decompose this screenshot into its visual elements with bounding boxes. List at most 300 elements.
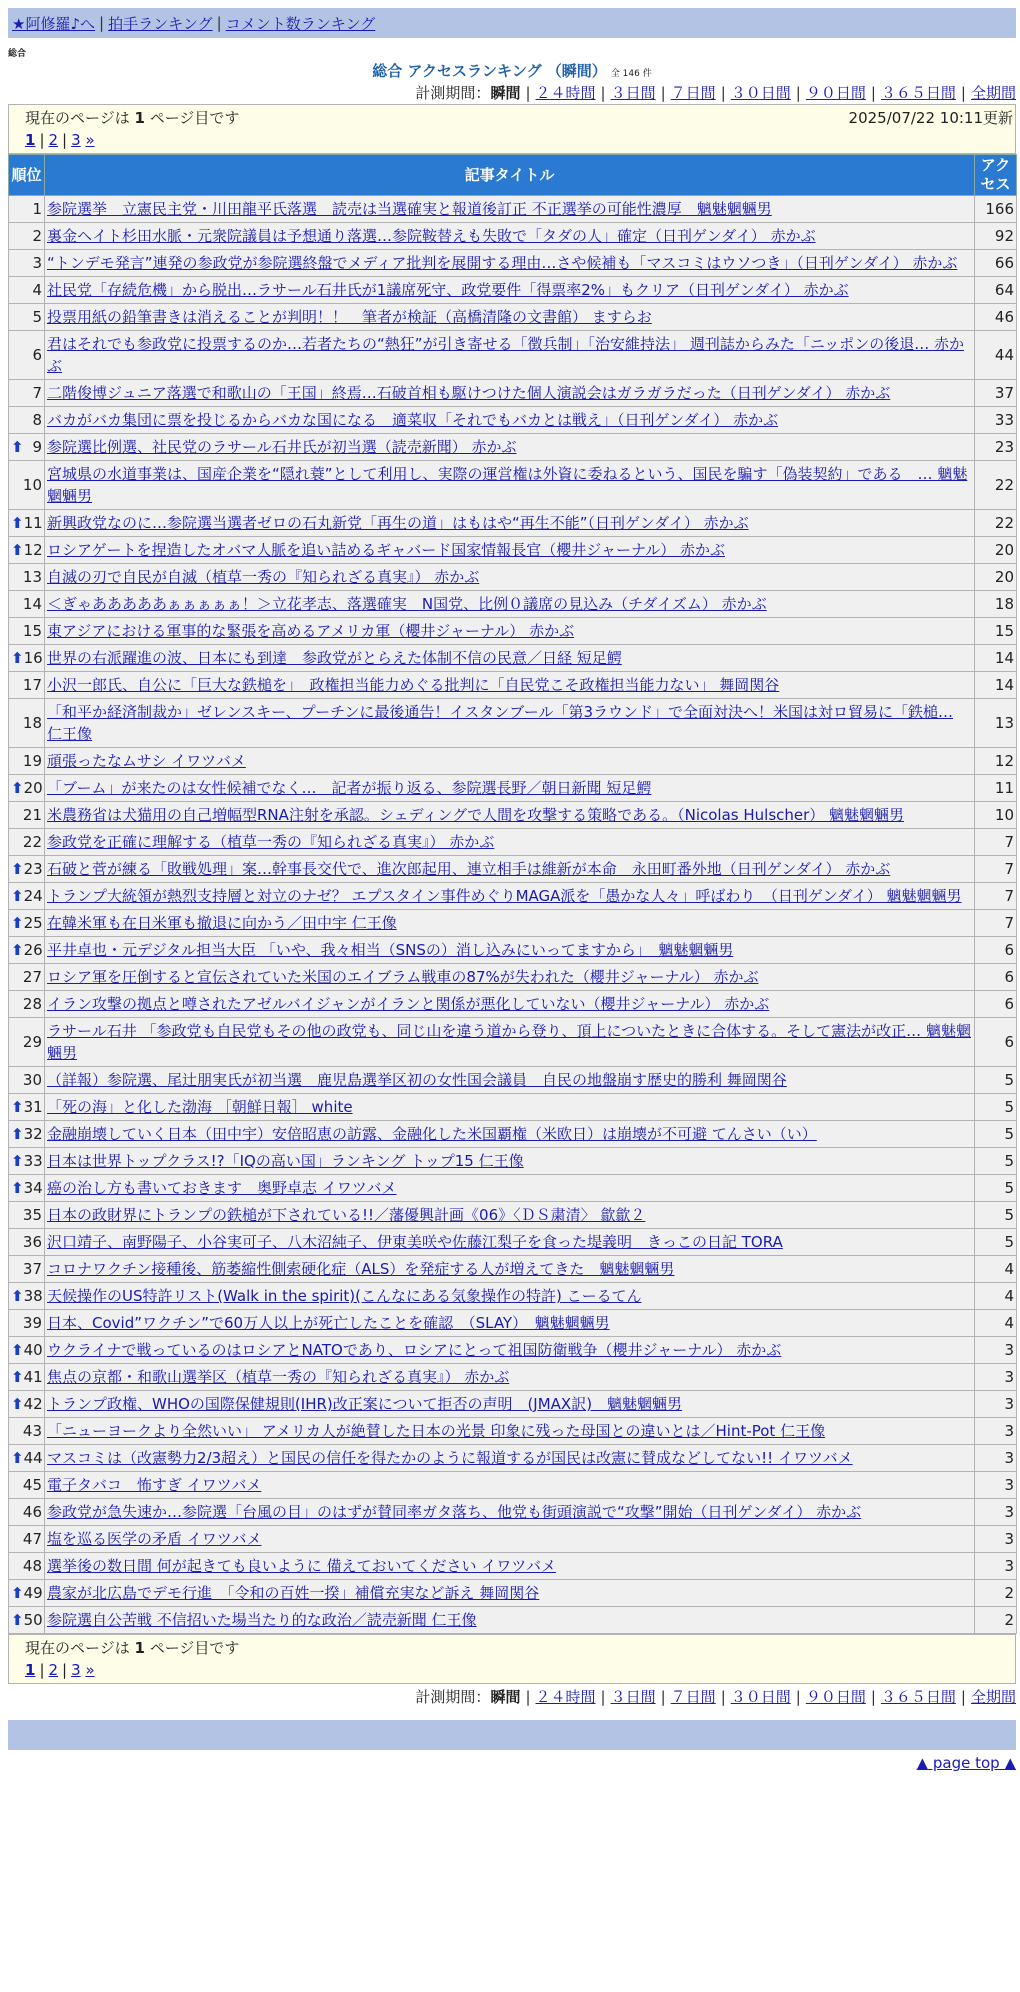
period-separator: | <box>795 84 801 102</box>
title-cell <box>45 1499 975 1526</box>
table-row <box>9 380 1017 407</box>
period-separator: | <box>720 1688 726 1706</box>
title-cell <box>45 1310 975 1337</box>
nav-link[interactable]: コメント数ランキング <box>225 14 376 33</box>
access-cell: 3 <box>975 1337 1017 1364</box>
rank-number: 42 <box>23 1395 43 1413</box>
table-row <box>9 699 1017 748</box>
access-cell: 46 <box>975 304 1017 331</box>
title-cell <box>45 1607 975 1634</box>
table-row <box>9 1229 1017 1256</box>
article-link[interactable]: 「和平か経済制裁か」ゼレンスキー、プーチンに最後通告！イスタンブール「第3ラウンド」で全面対決へ！米国は対ロ貿易に「鉄槌… 仁王像 <box>47 703 954 743</box>
table-row <box>9 910 1017 937</box>
article-link[interactable]: 電子タバコ 怖すぎ イワツバメ <box>47 1476 262 1494</box>
article-link[interactable]: 東アジアにおける軍事的な緊張を高めるアメリカ軍（櫻井ジャーナル） 赤かぶ <box>47 622 575 640</box>
access-cell: 3 <box>975 1418 1017 1445</box>
period-link[interactable]: ３日間 <box>610 84 656 102</box>
title-cell <box>45 1256 975 1283</box>
access-cell: 2 <box>975 1580 1017 1607</box>
table-row <box>9 1256 1017 1283</box>
access-cell: 92 <box>975 223 1017 250</box>
article-link[interactable]: 社民党「存続危機」から脱出…ラサール石井氏が1議席死守、政党要件「得票率2%」もクリア（日刊ゲンダイ） 赤かぶ <box>47 281 849 299</box>
title-cell <box>45 748 975 775</box>
period-separator: | <box>660 84 666 102</box>
rank-cell <box>9 1526 45 1553</box>
access-cell: 66 <box>975 250 1017 277</box>
article-link[interactable]: 日本、Covid”ワクチン”で60万人以上が死亡したことを確認 （SLAY） 魑魅魍魎男 <box>47 1314 610 1332</box>
rank-up-arrow-icon: ⬆ <box>11 860 24 878</box>
article-link[interactable]: 参政党を正確に理解する（植草一秀の『知られざる真実』） 赤かぶ <box>47 833 495 851</box>
access-cell: 3 <box>975 1499 1017 1526</box>
article-link[interactable]: 選挙後の数日間 何が起きても良いように 備えておいてください イワツバメ <box>47 1557 557 1575</box>
header-title: 記事タイトル <box>45 155 975 196</box>
rank-number: 8 <box>32 411 42 429</box>
rank-cell <box>9 910 45 937</box>
rank-cell <box>9 699 45 748</box>
rank-number: 4 <box>32 281 42 299</box>
rank-number: 10 <box>22 476 42 494</box>
rank-cell <box>9 1391 45 1418</box>
period-link[interactable]: ３０日間 <box>730 1688 791 1706</box>
title-cell <box>45 196 975 223</box>
title-cell <box>45 1148 975 1175</box>
title-cell <box>45 1364 975 1391</box>
period-link[interactable]: ９０日間 <box>805 84 866 102</box>
title-cell <box>45 510 975 537</box>
rank-cell <box>9 1256 45 1283</box>
rank-number: 46 <box>22 1503 42 1521</box>
article-link[interactable]: 癌の治し方も書いておきます 奥野卓志 イワツバメ <box>47 1179 397 1197</box>
bottom-bar <box>8 1720 1016 1750</box>
title-cell <box>45 964 975 991</box>
table-row <box>9 1553 1017 1580</box>
access-cell: 5 <box>975 1148 1017 1175</box>
article-link[interactable]: 天候操作のUS特許リスト(Walk in the spirit)(こんなにある気象操作の特許) こーるてん <box>47 1287 642 1305</box>
title-cell <box>45 591 975 618</box>
article-link[interactable]: ＜ぎゃあああああぁぁぁぁぁ！＞立花孝志、落選確実 N国党、比例０議席の見込み（チダイズム） 赤かぶ <box>47 595 767 613</box>
table-row <box>9 1499 1017 1526</box>
access-cell: 22 <box>975 461 1017 510</box>
article-link[interactable]: 「ニューヨークより全然いい」 アメリカ人が絶賛した日本の光景 印象に残った母国との違いとは／Hint-Pot 仁王像 <box>47 1422 826 1440</box>
header-access: アクセス <box>975 155 1017 196</box>
title-cell <box>45 1418 975 1445</box>
pager-current-page[interactable]: 1 <box>25 1661 36 1679</box>
period-separator: | <box>795 1688 801 1706</box>
rank-number: 14 <box>22 595 42 613</box>
article-link[interactable]: ウクライナで戦っているのはロシアとNATOであり、ロシアにとって祖国防衛戦争（櫻井ジャーナル） 赤かぶ <box>47 1341 782 1359</box>
title-cell <box>45 461 975 510</box>
article-link[interactable]: 投票用紙の鉛筆書きは消えることが判明！！ 筆者が検証（高橋清隆の文書館） ますらお <box>47 308 652 326</box>
rank-cell <box>9 829 45 856</box>
rank-number: 31 <box>23 1098 43 1116</box>
title-cell <box>45 407 975 434</box>
article-link[interactable]: 参院選挙 立憲民主党・川田龍平氏落選 読売は当選確実と報道後訂正 不正選挙の可能性濃厚 魑魅魍魎男 <box>47 200 772 218</box>
article-link[interactable]: 新興政党なのに…参院選当選者ゼロの石丸新党「再生の道」はもはや“再生不能”（日刊ゲンダイ） 赤かぶ <box>47 514 749 532</box>
access-cell: 3 <box>975 1391 1017 1418</box>
access-cell: 4 <box>975 1256 1017 1283</box>
rank-cell <box>9 250 45 277</box>
title-cell <box>45 1121 975 1148</box>
rank-number: 37 <box>22 1260 42 1278</box>
article-link[interactable]: 君はそれでも参政党に投票するのか…若者たちの“熱狂”が引き寄せる「徴兵制」「治安維持法」 週刊誌からみた「ニッポンの後退… 赤かぶ <box>47 335 964 375</box>
access-cell: 3 <box>975 1553 1017 1580</box>
rank-cell <box>9 1067 45 1094</box>
title-cell <box>45 331 975 380</box>
rank-up-arrow-icon: ⬆ <box>11 649 24 667</box>
rank-up-arrow-icon: ⬆ <box>11 779 24 797</box>
pager-top <box>25 129 1015 151</box>
article-link[interactable]: 宮城県の水道事業は、国産企業を“隠れ蓑”として利用し、実際の運営権は外資に委ねるという、国民を騙す「偽装契約」である … 魑魅魍魎男 <box>47 465 968 505</box>
article-link[interactable]: ロシアゲートを捏造したオバマ人脈を追い詰めるギャバード国家情報長官（櫻井ジャーナル） 赤かぶ <box>47 541 725 559</box>
rank-cell <box>9 591 45 618</box>
rank-number: 20 <box>23 779 43 797</box>
access-cell: 13 <box>975 699 1017 748</box>
period-link[interactable]: ２４時間 <box>535 1688 596 1706</box>
access-cell: 4 <box>975 1310 1017 1337</box>
rank-up-arrow-icon: ⬆ <box>11 1449 24 1467</box>
rank-number: 7 <box>32 384 42 402</box>
article-link[interactable]: 日本は世界トップクラス!?「IQの高い国」ランキング トップ15 仁王像 <box>47 1152 524 1170</box>
period-label: 計測期間： <box>415 84 491 102</box>
title-cell <box>45 1337 975 1364</box>
period-link[interactable]: 全期間 <box>970 84 1016 102</box>
period-link[interactable]: ７日間 <box>670 1688 716 1706</box>
rank-number: 41 <box>23 1368 43 1386</box>
table-row <box>9 1445 1017 1472</box>
rank-cell <box>9 564 45 591</box>
rank-cell <box>9 277 45 304</box>
rank-number: 47 <box>22 1530 42 1548</box>
rank-number: 6 <box>32 346 42 364</box>
rank-cell <box>9 856 45 883</box>
rank-cell <box>9 802 45 829</box>
title-cell <box>45 856 975 883</box>
table-row <box>9 748 1017 775</box>
rank-cell <box>9 1229 45 1256</box>
period-selector-top <box>8 82 1016 104</box>
access-cell: 166 <box>975 196 1017 223</box>
table-row <box>9 461 1017 510</box>
article-link[interactable]: 平井卓也・元デジタル担当大臣 「いや、我々相当（SNSの）消し込みにいってますから」 魑魅魍魎男 <box>47 941 734 959</box>
table-row <box>9 196 1017 223</box>
article-link[interactable]: 裏金ヘイト杉田水脈・元衆院議員は予想通り落選…参院鞍替えも失敗で「タダの人」確定（日刊ゲンダイ） 赤かぶ <box>47 227 816 245</box>
rank-number: 9 <box>32 438 42 456</box>
article-link[interactable]: 金融崩壊していく日本（田中宇）安倍昭恵の訪露、金融化した米国覇権（米欧日）は崩壊が不可避 てんさい（い） <box>47 1125 817 1143</box>
table-row <box>9 1283 1017 1310</box>
period-link[interactable]: ３６５日間 <box>880 1688 956 1706</box>
article-link[interactable]: 参院選自公苦戦 不信招いた場当たり的な政治／読売新聞 仁王像 <box>47 1611 477 1629</box>
title-cell <box>45 1175 975 1202</box>
access-cell: 3 <box>975 1526 1017 1553</box>
table-row <box>9 1202 1017 1229</box>
rank-number: 26 <box>23 941 43 959</box>
article-link[interactable]: 頑張ったなムサシ イワツバメ <box>47 752 246 770</box>
pager-link[interactable]: 2 <box>48 1661 59 1679</box>
rank-cell <box>9 1310 45 1337</box>
rank-cell <box>9 331 45 380</box>
table-row <box>9 802 1017 829</box>
title-cell <box>45 304 975 331</box>
access-cell: 3 <box>975 1445 1017 1472</box>
period-link[interactable]: ２４時間 <box>535 84 596 102</box>
rank-number: 23 <box>23 860 43 878</box>
access-cell: 5 <box>975 1067 1017 1094</box>
rank-number: 1 <box>32 200 42 218</box>
rank-number: 40 <box>23 1341 43 1359</box>
rank-number: 36 <box>22 1233 42 1251</box>
rank-cell <box>9 1499 45 1526</box>
access-cell: 14 <box>975 645 1017 672</box>
page-info-top <box>8 104 1016 154</box>
period-separator: | <box>960 1688 966 1706</box>
table-row <box>9 1391 1017 1418</box>
article-link[interactable]: ロシア軍を圧倒すると宣伝されていた米国のエイブラム戦車の87%が失われた（櫻井ジャーナル） 赤かぶ <box>47 968 759 986</box>
rank-number: 18 <box>22 714 42 732</box>
access-cell: 44 <box>975 331 1017 380</box>
pager-link[interactable]: 3 <box>71 131 81 149</box>
access-cell: 18 <box>975 591 1017 618</box>
title-cell <box>45 672 975 699</box>
rank-cell <box>9 1094 45 1121</box>
table-row <box>9 645 1017 672</box>
table-row <box>9 618 1017 645</box>
table-row <box>9 856 1017 883</box>
rank-number: 49 <box>23 1584 43 1602</box>
nav-separator: | <box>216 14 222 32</box>
title-cell <box>45 910 975 937</box>
pager-link[interactable]: » <box>85 131 95 149</box>
top-nav <box>8 8 1016 38</box>
article-link[interactable]: 二階俊博ジュニア落選で和歌山の「王国」終焉…石破首相も駆けつけた個人演説会はガラガラだった（日刊ゲンダイ） 赤かぶ <box>47 384 891 402</box>
pager-link[interactable]: 3 <box>71 1661 81 1679</box>
access-cell: 64 <box>975 277 1017 304</box>
article-link[interactable]: 沢口靖子、南野陽子、小谷実可子、八木沼純子、伊東美咲や佐藤江梨子を食った堤義明 きっこの日記 TORA <box>47 1233 783 1251</box>
article-link[interactable]: 塩を巡る医学の矛盾 イワツバメ <box>47 1530 262 1548</box>
period-link[interactable]: ３０日間 <box>730 84 791 102</box>
rank-number: 30 <box>22 1071 42 1089</box>
rank-number: 15 <box>22 622 42 640</box>
access-cell: 33 <box>975 407 1017 434</box>
access-cell: 11 <box>975 775 1017 802</box>
access-cell: 6 <box>975 1018 1017 1067</box>
rank-up-arrow-icon: ⬆ <box>11 514 24 532</box>
article-link[interactable]: 世界の右派躍進の波、日本にも到達 参政党がとらえた体制不信の民意／日経 短足鰐 <box>47 649 622 667</box>
article-link[interactable]: 自滅の刃で自民が自滅（植草一秀の『知られざる真実』） 赤かぶ <box>47 568 480 586</box>
rank-number: 38 <box>23 1287 43 1305</box>
nav-separator: | <box>99 14 105 32</box>
pager-link[interactable]: » <box>85 1661 95 1679</box>
rank-up-arrow-icon: ⬆ <box>11 1125 24 1143</box>
title-cell <box>45 829 975 856</box>
table-row <box>9 1018 1017 1067</box>
category-label: 総合 <box>8 49 27 59</box>
access-cell: 14 <box>975 672 1017 699</box>
nav-link[interactable]: ★阿修羅♪へ <box>12 14 96 33</box>
article-link[interactable]: “トンデモ発言”連発の参政党が参院選終盤でメディア批判を展開する理由…さや候補も「マスコミはウソつき」（日刊ゲンダイ） 赤かぶ <box>47 254 958 272</box>
article-link[interactable]: 参院選比例選、社民党のラサール石井氏が初当選（読売新聞） 赤かぶ <box>47 438 517 456</box>
access-cell: 10 <box>975 802 1017 829</box>
rank-number: 34 <box>23 1179 43 1197</box>
pager-link[interactable]: 2 <box>48 131 59 149</box>
title-cell <box>45 1202 975 1229</box>
rank-cell <box>9 991 45 1018</box>
article-link[interactable]: ラサール石井 「参政党も自民党もその他の政党も、同じ山を違う道から登り、頂上についたときに合体する。そして憲法が改正… 魑魅魍魎男 <box>47 1022 971 1062</box>
rank-number: 39 <box>22 1314 42 1332</box>
rank-number: 32 <box>23 1125 43 1143</box>
article-link[interactable]: 農家が北広島でデモ行進 「令和の百姓一揆」補償充実など訴え 舞岡関谷 <box>47 1584 540 1602</box>
table-row <box>9 1148 1017 1175</box>
rank-number: 21 <box>22 806 42 824</box>
access-cell: 37 <box>975 380 1017 407</box>
rank-number: 22 <box>22 833 42 851</box>
access-cell: 5 <box>975 1121 1017 1148</box>
rank-number: 48 <box>22 1557 42 1575</box>
rank-cell <box>9 748 45 775</box>
rank-cell <box>9 1175 45 1202</box>
article-link[interactable]: （詳報）参院選、尾辻朋実氏が初当選 鹿児島選挙区初の女性国会議員 自民の地盤崩す歴史的勝利 舞岡関谷 <box>47 1071 787 1089</box>
title-cell <box>45 537 975 564</box>
article-link[interactable]: 米農務省は犬猫用の自己増幅型RNA注射を承認。シェディングで人間を攻撃する策略である。（Nicolas Hulscher） 魑魅魍魎男 <box>47 806 905 824</box>
access-cell: 12 <box>975 748 1017 775</box>
rank-cell <box>9 1364 45 1391</box>
table-row <box>9 775 1017 802</box>
article-link[interactable]: コロナワクチン接種後、筋萎縮性側索硬化症（ALS）を発症する人が増えてきた 魑魅魍魎男 <box>47 1260 675 1278</box>
article-link[interactable]: 小沢一郎氏、自公に「巨大な鉄槌を」 政権担当能力めぐる批判に「自民党こそ政権担当能力ない」 舞岡関谷 <box>47 676 780 694</box>
article-link[interactable]: 日本の政財界にトランプの鉄槌が下されている!!／藩優興計画《06》〈ＤＳ粛清〉 歙歙２ <box>47 1206 646 1224</box>
period-links <box>490 84 1016 102</box>
table-row <box>9 223 1017 250</box>
page-title: 総合 アクセスランキング （瞬間） <box>372 62 607 80</box>
period-current: 瞬間 <box>490 1688 521 1706</box>
access-cell: 7 <box>975 856 1017 883</box>
period-link[interactable]: 全期間 <box>970 1688 1016 1706</box>
rank-cell <box>9 964 45 991</box>
table-row <box>9 883 1017 910</box>
period-separator: | <box>660 1688 666 1706</box>
rank-number: 27 <box>22 968 42 986</box>
title-row <box>8 60 1016 82</box>
title-cell <box>45 1094 975 1121</box>
title-cell <box>45 1445 975 1472</box>
period-link[interactable]: ３６５日間 <box>880 84 956 102</box>
rank-number: 13 <box>22 568 42 586</box>
title-cell <box>45 1553 975 1580</box>
rank-cell <box>9 223 45 250</box>
pager-separator: | <box>39 1661 45 1679</box>
rank-cell <box>9 645 45 672</box>
access-cell: 7 <box>975 829 1017 856</box>
period-link[interactable]: ７日間 <box>670 84 716 102</box>
article-link[interactable]: 焦点の京都・和歌山選挙区（植草一秀の『知られざる真実』） 赤かぶ <box>47 1368 510 1386</box>
rank-number: 24 <box>23 887 43 905</box>
rank-cell <box>9 1148 45 1175</box>
article-link[interactable]: トランプ政権、WHOの国際保健規則(IHR)改正案について拒否の声明 (JMAX訳) 魑魅魍魎男 <box>47 1395 683 1413</box>
period-separator: | <box>870 84 876 102</box>
rank-cell <box>9 937 45 964</box>
access-cell: 20 <box>975 564 1017 591</box>
title-cell <box>45 1580 975 1607</box>
title-cell <box>45 380 975 407</box>
access-cell: 23 <box>975 434 1017 461</box>
access-cell: 6 <box>975 964 1017 991</box>
access-cell: 3 <box>975 1472 1017 1499</box>
article-link[interactable]: イラン攻撃の拠点と噂されたアゼルバイジャンがイランと関係が悪化していない（櫻井ジャーナル） 赤かぶ <box>47 995 770 1013</box>
table-row <box>9 407 1017 434</box>
access-cell: 20 <box>975 537 1017 564</box>
page-info-bottom <box>8 1634 1016 1684</box>
access-cell: 3 <box>975 1364 1017 1391</box>
article-link[interactable]: 参政党が急失速か…参院選「台風の目」のはずが賛同率ガタ落ち、他党も街頭演説で“攻撃”開始（日刊ゲンダイ） 赤かぶ <box>47 1503 862 1521</box>
title-cell <box>45 699 975 748</box>
table-row <box>9 1580 1017 1607</box>
article-link[interactable]: バカがバカ集団に票を投じるからバカな国になる 適菜収「それでもバカとは戦え」（日刊ゲンダイ） 赤かぶ <box>47 411 779 429</box>
rank-cell <box>9 1580 45 1607</box>
period-link[interactable]: ９０日間 <box>805 1688 866 1706</box>
rank-number: 50 <box>23 1611 43 1629</box>
rank-cell <box>9 196 45 223</box>
table-row <box>9 250 1017 277</box>
article-link[interactable]: トランプ大統領が熱烈支持層と対立のナゼ？ エプスタイン事件めぐりMAGA派を「愚かな人々」呼ばわり （日刊ゲンダイ） 魑魅魍魎男 <box>47 887 962 905</box>
rank-cell <box>9 461 45 510</box>
rank-cell <box>9 1553 45 1580</box>
period-links <box>490 1688 1016 1706</box>
table-row <box>9 304 1017 331</box>
nav-link[interactable]: 拍手ランキング <box>108 14 213 33</box>
article-link[interactable]: 在韓米軍も在日米軍も撤退に向かう／田中宇 仁王像 <box>47 914 397 932</box>
table-row <box>9 277 1017 304</box>
table-row <box>9 1364 1017 1391</box>
table-row <box>9 1067 1017 1094</box>
title-cell <box>45 1067 975 1094</box>
title-cell <box>45 564 975 591</box>
rank-up-arrow-icon: ⬆ <box>11 1584 24 1602</box>
access-cell: 7 <box>975 910 1017 937</box>
rank-number: 43 <box>22 1422 42 1440</box>
period-selector-bottom <box>8 1686 1016 1708</box>
access-cell: 7 <box>975 883 1017 910</box>
article-link[interactable]: 石破と菅が練る「敗戦処理」案…幹事長交代で、進次郎起用、連立相手は維新が本命 永田町番外地（日刊ゲンダイ） 赤かぶ <box>47 860 891 878</box>
title-cell <box>45 883 975 910</box>
pager-separator: | <box>62 1661 68 1679</box>
access-cell: 5 <box>975 1175 1017 1202</box>
article-link[interactable]: 「ブーム」が来たのは女性候補でなく… 記者が振り返る、参院選長野／朝日新聞 短足鰐 <box>47 779 652 797</box>
rank-up-arrow-icon: ⬆ <box>11 1098 24 1116</box>
period-link[interactable]: ３日間 <box>610 1688 656 1706</box>
page-status-bottom: 現在のページは 1 ページ目です <box>25 1639 240 1657</box>
pagetop-link[interactable]: ▲ page top ▲ <box>916 1754 1016 1772</box>
rank-up-arrow-icon: ⬆ <box>11 1152 24 1170</box>
rank-number: 12 <box>23 541 43 559</box>
table-row <box>9 1310 1017 1337</box>
rank-cell <box>9 1121 45 1148</box>
period-label: 計測期間： <box>415 1688 491 1706</box>
rank-cell <box>9 775 45 802</box>
rank-number: 29 <box>22 1033 42 1051</box>
rank-number: 11 <box>23 514 43 532</box>
rank-cell <box>9 434 45 461</box>
article-link[interactable]: 「死の海」と化した渤海 ［朝鮮日報］ white <box>47 1098 353 1116</box>
article-link[interactable]: マスコミは（改憲勢力2/3超え）と国民の信任を得たかのように報道するが国民は改憲に賛成などしてない!! イワツバメ <box>47 1449 853 1467</box>
rank-cell <box>9 1202 45 1229</box>
period-separator: | <box>525 1688 531 1706</box>
rank-cell <box>9 1283 45 1310</box>
table-row <box>9 1175 1017 1202</box>
rank-up-arrow-icon: ⬆ <box>11 887 24 905</box>
access-cell: 2 <box>975 1607 1017 1634</box>
rank-cell <box>9 1337 45 1364</box>
access-cell: 5 <box>975 1094 1017 1121</box>
pager-current-page[interactable]: 1 <box>25 131 36 149</box>
